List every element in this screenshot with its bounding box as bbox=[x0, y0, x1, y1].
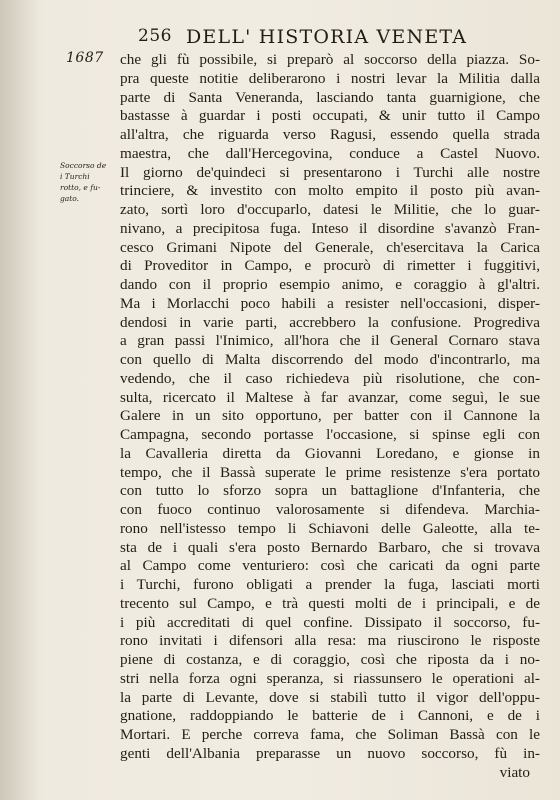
text-line: Il giorno de'quindeci si presentarono i Turchi alle nostre bbox=[120, 163, 540, 181]
page-number: 256 bbox=[138, 26, 172, 46]
text-line: con quello di Malta discorrendo del modo d'incontrarlo, ma bbox=[120, 351, 540, 368]
text-line: gnatione, raddoppiando le batterie de i Cannoni, e de i bbox=[120, 707, 540, 725]
body-text bbox=[120, 51, 540, 782]
running-title: DELL' HISTORIA VENETA bbox=[186, 26, 468, 48]
text-line: nivano, a precipitosa fuga. Inteso il disordine s'avanzò Fran- bbox=[120, 219, 540, 237]
page-fold-shadow bbox=[0, 0, 40, 800]
text-line: stri nella forza ogni speranza, si riassunsero le operationi al- bbox=[120, 669, 540, 687]
margin-note-line: i Turchi bbox=[60, 172, 90, 181]
text-line: Galere in un sito opportuno, per batter con il Cannone la bbox=[120, 407, 540, 425]
text-line: zato, sortì loro d'occuparlo, datesi le Militie, che lo guar- bbox=[120, 201, 540, 218]
text-line: vedendo, che il caso richiedeva più risolutione, che con- bbox=[120, 369, 540, 387]
margin-note-line: gato. bbox=[60, 194, 80, 203]
text-line: pra queste notitie deliberarono i nostri levar la Militia dalla bbox=[120, 69, 540, 87]
text-line: Ma i Morlacchi poco habili a resister nell'occasioni, disper- bbox=[120, 294, 540, 312]
text-line: sta de i quali s'era posto Bernardo Barbaro, che si trovava bbox=[120, 538, 540, 556]
text-line: rono nell'istesso tempo li Schiavoni delle Galeotte, alla te- bbox=[120, 519, 540, 537]
text-line: di Proveditor in Campo, e procurò di rimetter i fuggitivi, bbox=[120, 257, 540, 275]
margin-note-line: rotto, e fu- bbox=[60, 183, 101, 192]
text-line: parte di Santa Veneranda, lasciando tanta guarnigione, che bbox=[120, 88, 540, 106]
text-line: Mortari. E perche correva fama, che Soliman Bassà con le bbox=[120, 726, 540, 743]
text-line: trecento sul Campo, e trà questi molti de i principali, e de bbox=[120, 594, 540, 612]
text-line: all'altra, che riguarda verso Ragusi, essendo quella strada bbox=[120, 126, 540, 143]
margin-note bbox=[60, 160, 118, 204]
text-line: bastasse à guardar i posti occupati, & unir tutto il Campo bbox=[120, 107, 540, 125]
text-line: genti dell'Albania preparasse un nuovo soccorso, fù in- bbox=[120, 744, 540, 762]
text-line: maestra, che dall'Hercegovina, conduce a Castel Nuovo. bbox=[120, 144, 540, 162]
text-line: trinciere, & investito con molto empito il posto più avan- bbox=[120, 182, 540, 200]
text-line: a gran passi l'Inimico, all'hora che il General Cornaro stava bbox=[120, 332, 540, 350]
text-line: la parte di Levante, dove si stabilì tutto il vigor dell'oppu- bbox=[120, 688, 540, 706]
margin-note-line: Soccorso de bbox=[60, 161, 107, 170]
text-line: dando con il proprio esempio animo, e coraggio à gl'altri. bbox=[120, 276, 540, 293]
text-line: al Campo come venturiero: così che caricati da ogni parte bbox=[120, 557, 540, 575]
text-line: che gli fù possibile, si preparò al soccorso della piazza. So- bbox=[120, 51, 540, 68]
text-line: la Cavalleria diretta da Giovanni Loredano, e gionse in bbox=[120, 444, 540, 462]
margin-year: 1687 bbox=[66, 50, 104, 66]
text-line: con tutto lo sforzo sopra un battaglione d'Infanteria, che bbox=[120, 482, 540, 500]
text-line: i Turchi, furono obligati a prender la fuga, lasciati morti bbox=[120, 576, 540, 593]
text-line: rono invitati i difensori alla resa: ma riuscirono le risposte bbox=[120, 632, 540, 650]
text-line: sulta, ricercato il Maltese à far avanzar, come seguì, le sue bbox=[120, 388, 540, 406]
text-line: dendosi in varie parti, accrebbero la confusione. Progrediva bbox=[120, 313, 540, 331]
text-line: viato bbox=[499, 763, 530, 781]
text-line: piene di costanza, e di coraggio, così che riposta da i no- bbox=[120, 651, 540, 668]
text-line: Campagna, secondo portasse l'occasione, si spinse egli con bbox=[120, 426, 540, 443]
text-line: tempo, che il Bassà superate le prime resistenze s'era portato bbox=[120, 463, 540, 481]
text-line: i più accreditati di quel confine. Dissipato il soccorso, fu- bbox=[120, 613, 540, 631]
text-line: cesco Grimani Nipote del Generale, ch'esercitava la Carica bbox=[120, 238, 540, 256]
text-line: con fuoco continuo valorosamente si difendeva. Marchia- bbox=[120, 501, 540, 518]
